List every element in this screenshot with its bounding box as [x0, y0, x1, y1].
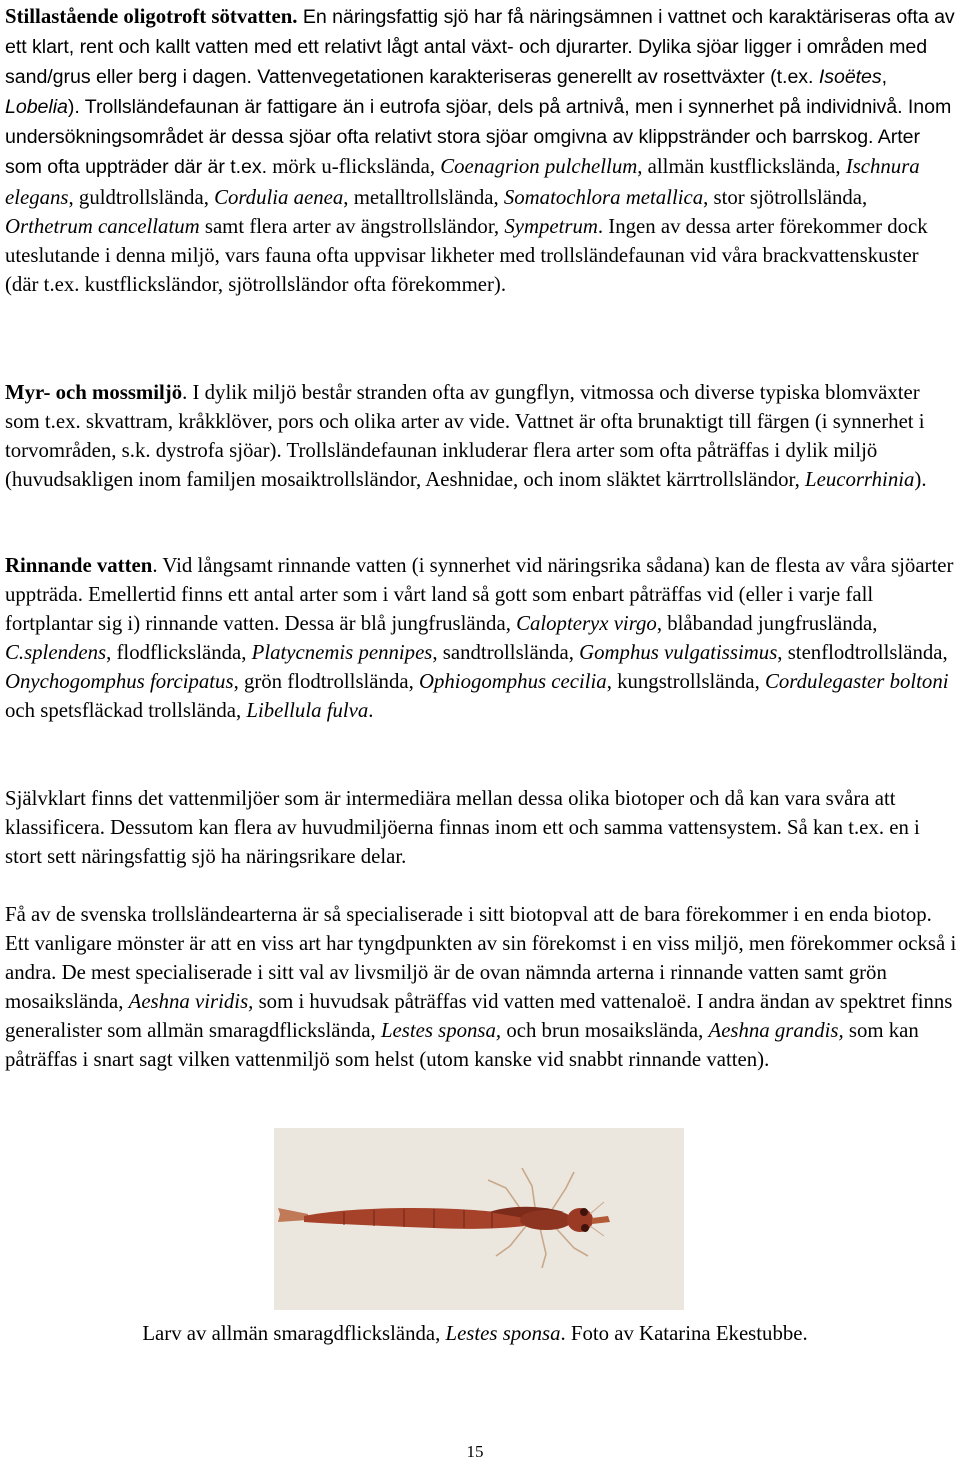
text-run: , kungstrollslända, [606, 670, 765, 694]
figure-caption [0, 1320, 955, 1348]
heading-bog: Myr- och mossmiljö [5, 381, 183, 404]
species-name: Coenagrion pulchellum [440, 155, 638, 179]
text-run: , sandtrollslända, [432, 641, 580, 665]
text-run: som kan påträffas i snart sagt vilken vattenmiljö som helst (utom kanske vid snabbt rinnande vatten). [5, 1019, 919, 1072]
caption-species: Lestes sponsa [445, 1322, 561, 1345]
text-run: , [881, 66, 888, 89]
text-run: , grön flodtrollslända, [233, 670, 419, 694]
species-name: Libellula fulva [246, 699, 369, 723]
larva-head [567, 1208, 593, 1232]
species-name: Gomphus vulgatissimus [579, 641, 778, 665]
species-name: Cordulegaster boltoni [764, 670, 949, 694]
text-run: En näringsfattig sjö har få näringsämnen i vattnet och karaktäriseras ofta av ett klart, rent och kallt vatten med ett relativt lågt antal växt- och djurarter. Dylika sjöar ligger i områden med sand/grus eller berg i dagen. Vattenvegetationen karakteriseras generellt av rosettväxter (t.ex. [5, 6, 955, 89]
text-run: mörk u-flickslända, [267, 155, 441, 179]
larva-thorax [520, 1210, 572, 1230]
text-run: . Vid långsamt rinnande vatten (i synnerhet vid näringsrika sådana) kan de flesta av våra sjöarter uppträda. Emellertid finns ett antal arter som i vårt land så gott som enbart påträffas vid (eller i varje fall fortplantar sig i) rinnande vatten. Dessa är blå jungfruslända, [5, 554, 954, 636]
text-run: och brun mosaikslända, [501, 1019, 709, 1043]
species-name: Cordulia aenea [214, 185, 344, 209]
species-name: Lestes sponsa, [380, 1019, 502, 1043]
text-run: . [368, 699, 374, 723]
heading-oligotrophic: Stillastående oligotroft sötvatten. [5, 5, 298, 28]
species-name: Aeshna grandis, [708, 1019, 844, 1043]
text-run: , flodflickslända, [106, 641, 252, 665]
species-name: Sympetrum [504, 214, 598, 238]
species-name: Ischnura elegans [5, 155, 920, 209]
text-run: . Ingen av dessa arter förekommer dock uteslutande i denna miljö, vars fauna ofta uppvisar likheter med trollsländefaunan vid våra brackvattenskuster (där t.ex. kustflicksländor, sjötrollsländor ofta förekommer). [5, 214, 928, 296]
text-run: . I dylik miljö består stranden ofta av gungflyn, vitmossa och diverse typiska blomväxter som t.ex. skvattram, kråkklöver, pors och olika arter av vide. Vattnet är ofta brunaktigt till färgen (i synnerhet i torvområden, s.k. dystrofa sjöar). Trollsländefaunan inkluderar flera arter som ofta påträffas i dylik miljö (huvudsakligen inom familjen mosaiktrollsländor, Aeshnidae, och inom släktet kärrtrollsländor, [5, 381, 925, 492]
paragraph-oligotrophic-lakes [5, 2, 957, 299]
text-run: , metalltrollslända, [343, 185, 504, 209]
caption-text: . Foto av Katarina Ekestubbe. [560, 1322, 808, 1345]
species-name: Somatochlora metallica [503, 185, 704, 209]
species-name: Platycnemis pennipes [251, 641, 433, 665]
text-run: som i huvudsak påträffas vid vatten med vattenaloë. I andra ändan av spektret finns generalister som allmän smaragdflickslända, [5, 990, 953, 1043]
species-name: C.splendens [5, 641, 107, 665]
text-run: Få av de svenska trollsländearterna är så specialiserade i sitt biotopval att de bara förekommer i en enda biotop. Ett vanligare mönster är att en viss art har tyngdpunkten av sin förekomst i en viss miljö, men förekommer också i andra. De mest specialiserade i sitt val av livsmiljö är de ovan nämnda arterna i rinnande vatten samt grön mosaikslända, [5, 903, 957, 1014]
species-name: Leucorrhinia [805, 468, 915, 492]
text-run: , guldtrollslända, [68, 185, 215, 209]
larva-eye [580, 1208, 588, 1216]
species-name: Ophiogomphus cecilia [418, 670, 607, 694]
species-name: Isoëtes [818, 66, 882, 89]
species-name: Calopteryx virgo [516, 612, 657, 636]
caption-text: Larv av allmän smaragdflickslända, [142, 1322, 446, 1345]
text-run: , stenflodtrollslända, [777, 641, 948, 665]
larva-photo [274, 1128, 684, 1310]
larva-eye [581, 1224, 589, 1232]
heading-running-water: Rinnande vatten [5, 554, 153, 577]
paragraph-intermediate-environments [5, 784, 957, 871]
text-run: ). [914, 468, 927, 492]
text-run: , blåbandad jungfruslända, [656, 612, 878, 636]
text-run: Självklart finns det vattenmiljöer som är intermediära mellan dessa olika biotoper och då kan vara svåra att klassificera. Dessutom kan flera av huvudmiljöerna finnas inom ett och samma vattensystem. Så kan t.ex. en i stort sett näringsfattig sjö ha näringsrikare delar. [5, 787, 920, 869]
page-number: 15 [466, 1442, 484, 1461]
text-run: , allmän kustflickslända, [637, 155, 846, 179]
species-name: Aeshna viridis, [128, 990, 254, 1014]
paragraph-bog-environment [5, 378, 957, 494]
text-run: samt flera arter av ängstrollsländor, [199, 214, 505, 238]
paragraph-running-water [5, 551, 957, 726]
text-run: och spetsfläckad trollslända, [5, 699, 247, 723]
text-run: , stor sjötrollslända, [703, 185, 868, 209]
paragraph-specialization [5, 900, 957, 1075]
damselfly-larva-illustration [274, 1128, 684, 1310]
species-name: Lobelia [5, 96, 68, 119]
species-name: Orthetrum cancellatum [5, 214, 200, 238]
species-name: Onychogomphus forcipatus [5, 670, 234, 694]
text-run: ). Trollsländefaunan är fattigare än i eutrofa sjöar, dels på artnivå, men i synnerhet på individnivå. Inom undersökningsområdet är dessa sjöar ofta relativt stora sjöar omgivna av klippstränder och barrskog. Arter som ofta uppträder där är t.ex. [5, 96, 952, 179]
